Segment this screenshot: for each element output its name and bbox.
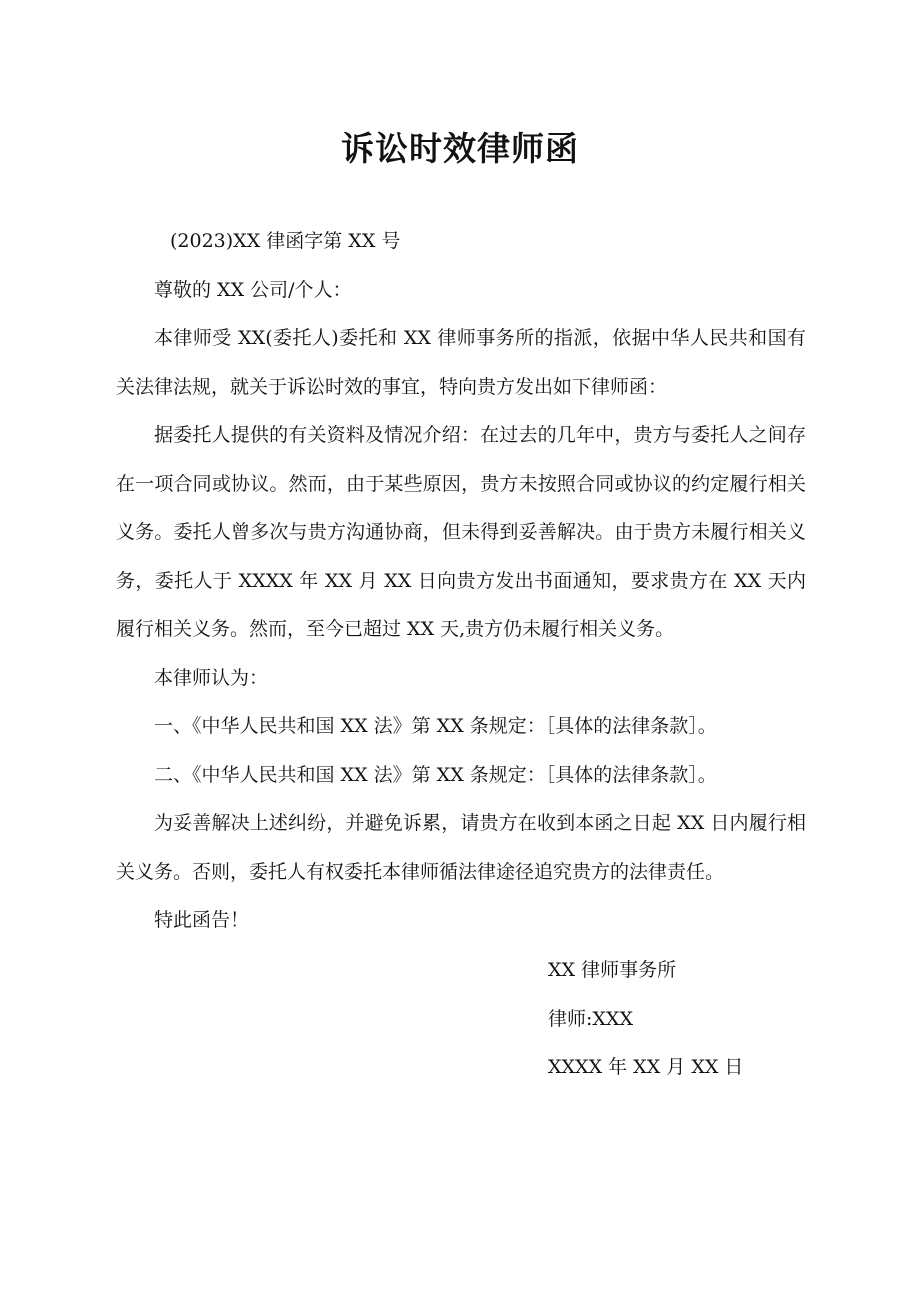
paragraph-opinion-heading: 本律师认为： xyxy=(154,666,269,689)
paragraph-intro: 本律师受 XX(委托人)委托和 XX 律师事务所的指派，依据中华人民共和国有关法律法规，就关于诉讼时效的事宜，特向贵方发出如下律师函： xyxy=(116,327,806,398)
signature-date: XXXX 年 XX 月 XX 日 xyxy=(548,1056,744,1078)
page-title: 诉讼时效律师函 xyxy=(341,129,579,168)
letter-body xyxy=(116,217,806,945)
reference-number: (2023)XX 律函字第 XX 号 xyxy=(170,230,401,252)
salutation: 尊敬的 XX 公司/个人： xyxy=(154,278,352,301)
signature-firm: XX 律师事务所 xyxy=(548,959,677,981)
signature-lawyer: 律师:XXX xyxy=(548,1007,633,1030)
paragraph-law-item-1: 一、《中华人民共和国 XX 法》第 XX 条规定：［具体的法律条款］。 xyxy=(154,715,717,737)
paragraph-closing: 特此函告！ xyxy=(154,909,250,931)
paragraph-demand: 为妥善解决上述纠纷，并避免诉累，请贵方在收到本函之日起 XX 日内履行相关义务。否则，委托人有权委托本律师循法律途径追究贵方的法律责任。 xyxy=(116,812,806,883)
paragraph-law-item-2: 二、《中华人民共和国 XX 法》第 XX 条规定：［具体的法律条款］。 xyxy=(154,763,717,786)
paragraph-facts: 据委托人提供的有关资料及情况介绍：在过去的几年中，贵方与委托人之间存在一项合同或协议。然而，由于某些原因，贵方未按照合同或协议的约定履行相关义务。委托人曾多次与贵方沟通协商，但未得到妥善解决。由于贵方未履行相关义务，委托人于 XXXX 年 XX 月 XX 日向贵方发出书面通知，要求贵方在 XX 天内履行相关义务。然而，至今已超过 XX 天,贵方仍未履行相关义务。 xyxy=(116,424,806,640)
signature-block xyxy=(548,946,743,1092)
